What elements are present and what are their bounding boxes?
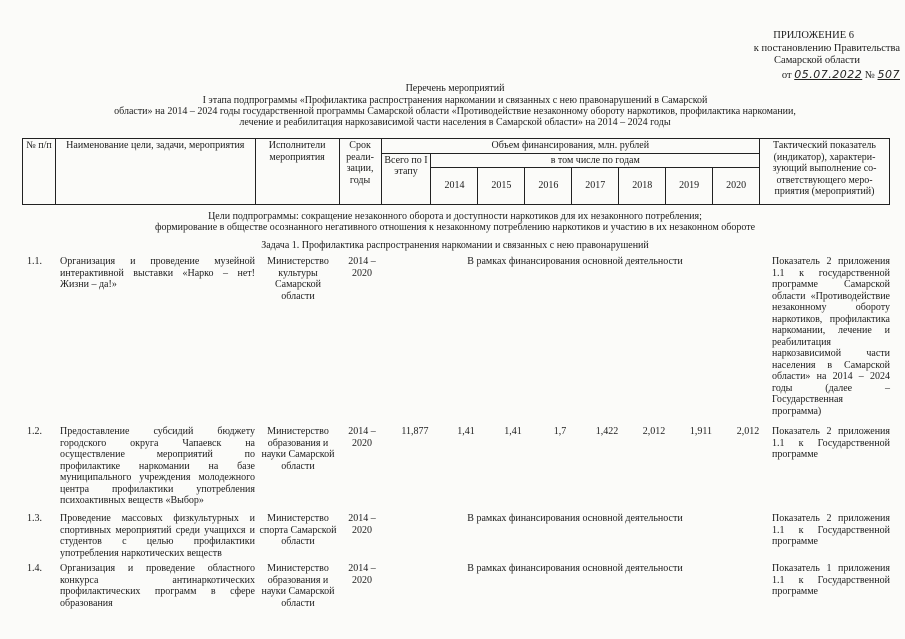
appendix-line-2: Самарской области bbox=[774, 55, 860, 66]
task-heading: Задача 1. Профилактика распространения наркомании и связанных с нею правонарушений bbox=[261, 240, 649, 251]
header-num: № п/п bbox=[23, 139, 56, 205]
header-total: Всего по I этапу bbox=[381, 153, 431, 205]
appendix-title: ПРИЛОЖЕНИЕ 6 bbox=[773, 30, 854, 41]
row-num: 1.4. bbox=[27, 563, 42, 574]
header-name: Наименование цели, задачи, мероприятия bbox=[55, 139, 255, 205]
number-prefix: № bbox=[864, 69, 875, 81]
row-executor: Министерство культуры Самарской области bbox=[267, 256, 329, 302]
row-value-2020: 2,012 bbox=[736, 426, 760, 437]
document-subtitle-1: I этапа подпрограммы «Профилактика распространения наркомании и связанных с нею правонарушений в Самарской bbox=[202, 95, 708, 106]
header-year: 2015 bbox=[478, 168, 525, 205]
row-financing: В рамках финансирования основной деятельности bbox=[467, 513, 683, 524]
row-num: 1.2. bbox=[27, 426, 42, 437]
date-prefix: от bbox=[781, 69, 792, 81]
row-executor: Министерство образования и науки Самарской области bbox=[261, 563, 335, 609]
row-value-2015: 1,41 bbox=[504, 426, 522, 437]
row-executor: Министерство образования и науки Самарской области bbox=[261, 426, 335, 472]
document-title: Перечень мероприятий bbox=[405, 83, 505, 94]
row-term: 2014 – 2020 bbox=[348, 513, 376, 536]
header-year: 2014 bbox=[431, 168, 478, 205]
header-term: Срок реали-зации, годы bbox=[339, 139, 381, 205]
header-executor: Исполнители мероприятия bbox=[255, 139, 339, 205]
row-value-2019: 1,911 bbox=[689, 426, 713, 437]
goals-line-2: формирование в обществе осознанного негативного отношения к незаконному потреблению наркотиков и участию в их незаконном обороте bbox=[154, 222, 756, 233]
row-term: 2014 – 2020 bbox=[348, 426, 376, 449]
row-value-2017: 1,422 bbox=[595, 426, 619, 437]
row-value-2014: 1,41 bbox=[457, 426, 475, 437]
row-name: Организация и проведение областного конкурса антинаркотических профилактических программ в сфере образования bbox=[60, 563, 255, 609]
header-indicator: Тактический показатель (индикатор), характери-зующий выполнение со-ответствующего меро-приятия (мероприятий) bbox=[760, 139, 890, 205]
number-value: 507 bbox=[877, 67, 900, 81]
header-year: 2020 bbox=[713, 168, 760, 205]
header-year: 2016 bbox=[525, 168, 572, 205]
row-value-2018: 2,012 bbox=[642, 426, 666, 437]
row-indicator: Показатель 1 приложения 1.1 к Государственной программе bbox=[772, 563, 890, 597]
document-subtitle-3: лечение и реабилитация наркозависимой части населения в Самарской области» на 2014 – 2024 годы bbox=[239, 117, 671, 128]
row-executor: Министерство спорта Самарской области bbox=[259, 513, 337, 547]
row-indicator: Показатель 2 приложения 1.1 к государственной программе Самарской области «Противодействие незаконному обороту наркотиков, профилактика наркомании, лечение и реабилитация наркозависимой части населения в Самарской области» на 2014 – 2024 годы (далее – Государственная программа) bbox=[772, 256, 890, 417]
row-name: Проведение массовых физкультурных и спортивных мероприятий среди учащихся и студентов с целью профилактики употребления наркотических веществ bbox=[60, 513, 255, 559]
header-year: 2017 bbox=[572, 168, 619, 205]
date-value: 05.07.2022 bbox=[794, 67, 863, 81]
row-term: 2014 – 2020 bbox=[348, 256, 376, 279]
header-by-years: в том числе по годам bbox=[431, 153, 760, 168]
row-indicator: Показатель 2 приложения 1.1 к Государственной программе bbox=[772, 426, 890, 460]
row-term: 2014 – 2020 bbox=[348, 563, 376, 586]
row-name: Предоставление субсидий бюджету городского округа Чапаевск на осуществление мероприятий по профилактике наркомании на базе муниципального учреждения молодежного центра профилактики употребления психоактивных веществ «Выбор» bbox=[60, 426, 255, 506]
header-year: 2019 bbox=[666, 168, 713, 205]
appendix-block bbox=[700, 30, 900, 82]
row-indicator: Показатель 2 приложения 1.1 к Государственной программе bbox=[772, 513, 890, 547]
row-value-2016: 1,7 bbox=[553, 426, 567, 437]
row-num: 1.1. bbox=[27, 256, 42, 267]
appendix-date-line bbox=[700, 69, 900, 83]
row-financing: В рамках финансирования основной деятельности bbox=[467, 563, 683, 574]
row-total: 11,877 bbox=[401, 426, 429, 437]
goals-line-1: Цели подпрограммы: сокращение незаконного оборота и доступности наркотиков для их незаконного потребления; bbox=[208, 211, 702, 222]
row-financing: В рамках финансирования основной деятельности bbox=[467, 256, 683, 267]
document-subtitle-2: области» на 2014 – 2024 годы государственной программы Самарской области «Противодействие незаконному обороту наркотиков, профилактика наркомании, bbox=[114, 106, 796, 117]
header-table bbox=[22, 138, 890, 205]
header-year: 2018 bbox=[619, 168, 666, 205]
row-name: Организация и проведение музейной интерактивной выставки «Нарко – нет! Жизни – да!» bbox=[60, 256, 255, 290]
header-financing: Объем финансирования, млн. рублей bbox=[381, 139, 760, 154]
row-num: 1.3. bbox=[27, 513, 42, 524]
appendix-line-1: к постановлению Правительства bbox=[753, 42, 900, 54]
